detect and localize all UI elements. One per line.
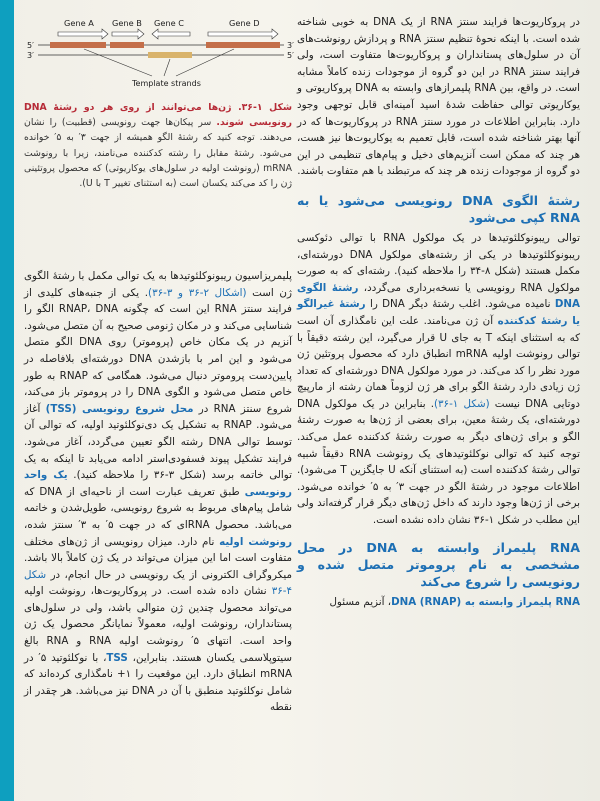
term-template-strand: رشتهٔ الگوی DNA xyxy=(297,281,580,311)
gene-b-box xyxy=(110,42,144,48)
gene-a-arrow xyxy=(58,29,108,39)
strand-bottom-3-label: 3′ xyxy=(27,51,34,60)
gene-c-arrow xyxy=(152,29,190,39)
gene-d-label: Gene D xyxy=(229,18,260,28)
term-coding-strand: رشتهٔ غیرالگو یا رشتهٔ کدکننده xyxy=(297,298,581,327)
template-para-part-a: توالی ریبونوکلئوتیدها در یک مولکول RNA با توالی دئوکسی ریبونوکلئوتیدها در یکی از رشته‌های مولکول DNA دورشته‌ای، مکمل هستند (شکل ۸-۳۴ را ملاحظه کنید). رشته‌ای که به صورت مولکول RNA رونویسی یا نسخه‌برداری می‌گردد، xyxy=(297,231,581,294)
figures-reference-link[interactable]: (اشکال ۲-۳۶ و ۳-۳۶) xyxy=(148,286,247,299)
strand-top-5-label: 5′ xyxy=(27,41,34,50)
caption-title: شکل ۱-۳۶. ژن‌ها می‌توانند از روی هر دو رشتهٔ DNA رونویسی شوند. xyxy=(24,102,292,129)
gene-strands-figure xyxy=(24,14,299,98)
gene-b-arrow xyxy=(112,29,144,39)
template-para-part-b: نامیده می‌شود. اغلب رشتهٔ دیگر DNA را xyxy=(369,298,551,311)
figure-caption xyxy=(24,100,292,191)
left-para-part-4: طبق تعریف عبارت است از ناحیه‌ای از DNA که شامل پیام‌های مربوط به شروع رونویسی، طویل‌شدن و خاتمه می‌باشد. محصول RNAای که در جهت ۵′ به ۳′ سنتز شده، xyxy=(24,485,292,531)
left-para-part-3: آغاز می‌شود. RNAP به تشکیل یک دی‌نوکلئوتید اولیه، که توالی آن توسط توالی DNA رشته الگو تعیین می‌گردد، آغاز می‌شود. فرایند تشکیل پیوند فسفودی‌استر ادامه می‌یابد تا اینکه به یک توالی خاتمه برسد (شکل ۳-۳۶ را ملاحظه کنید). xyxy=(24,402,292,482)
polymerization-paragraph xyxy=(24,268,292,716)
gene-a-box xyxy=(50,42,106,48)
template-pointer-1 xyxy=(84,49,152,76)
rnap-paragraph xyxy=(297,594,580,611)
left-para-part-2: . یکی از جنبه‌های کلیدی از فرایند سنتز RNA این است که چگونه RNAP، DNA الگو را شناسایی می‌کند و در مکان ژنومی صحیح به آن متصل می‌شود. آنزیم در یک مکان خاص (پروموتر) روی DNA الگو متصل می‌شود و این امر با بازشدن DNA دورشته‌ای بلافاصله در پایین‌دست پروموتر دنبال می‌شود. همگامی که RNAP به طور خاص متصل می‌شود و الگوی DNA را در پروموتر باز می‌کند، شروع سنتز RNA در xyxy=(24,286,293,415)
caption-body: سر پیکان‌ها جهت رونویسی (قطبیت) را نشان می‌دهند. توجه کنید که رشتهٔ الگو همیشه از جهت ۳′ به ۵′ خوانده می‌شود. رشتهٔ مقابل را رشته کدکننده می‌نامند، زیرا با رونوشت mRNA (رونوشت اولیه در سلول‌های یوکاریوتی) که محصول پروتئینی ژن را کد می‌کند یکسان است (به استثنای تغییر T با U). xyxy=(24,117,292,190)
section-heading-rna-polymerase: RNA پلیمراز وابسته به DNA در محل مشخصی به نام پروموتر متصل شده و رونویسی را شروع می‌کند xyxy=(297,539,580,589)
figure-4-reference-link[interactable]: شکل ۴-۳۶ xyxy=(24,568,292,598)
template-para-part-d: . بنابراین در یک مولکول DNA دورشته‌ای، یک رشتهٔ معین، برای بعضی از ژن‌ها به صورت رشتهٔ الگو و برای ژن‌های دیگر به صورت رشتهٔ کدکننده عمل می‌کند. توجه کنید که توالی نوکلئوتیدهای یک رونوشت RNA دقیقاً شبیه توالی رشتهٔ کدکننده است (به استثنای آنکه U جایگزین T می‌شود). اطلاعات موجود در رشتهٔ الگو در جهت ۳′ به ۵′ خوانده می‌شود. برخی از ژن‌ها وجود دارند که داخل ژن‌های دیگر قرار گرفته‌اند ولی این مطلب در شکل ۱-۳۶ نشان داده نشده است. xyxy=(297,397,580,527)
right-column xyxy=(297,14,580,610)
gene-c-label: Gene C xyxy=(154,18,184,28)
template-strands-label: Template strands xyxy=(132,79,201,88)
template-para-part-c: آن ژن می‌نامند. علت این نامگذاری آن است که به استثنای اینکه T به جای U قرار می‌گیرد، این رشته دقیقاً با توالی رونوشت اولیه mRNA انطباق دارد که محصول پروتئین ژن مورد نظر را کد می‌کند. در مورد مولکول DNA دورشته‌ای که تعداد ژن زیادی دارد رشتهٔ الگو برای هر ژن لزوماً همان رشته از مارپیچ دوتایی DNA نیست xyxy=(297,314,581,410)
figure-reference-link[interactable]: (شکل ۱-۳۶) xyxy=(433,397,490,410)
rnap-para-text: ، آنزیم مسئول xyxy=(329,595,392,608)
term-transcription-start-site: محل شروع رونویسی (TSS) xyxy=(45,402,194,415)
intro-paragraph: در پروکاریوت‌ها فرایند سنتز RNA از یک DNA به خوبی شناخته شده است. با اینکه نحوهٔ تنظیم سنتز RNA و پردازش رونوشت‌های آن در سلول‌های پستانداران و پروکاریوت‌ها متفاوت است، ولی فرایند سنتز RNA در این دو گروه از موجودات زنده کاملاً مشابه است. در واقع، بین RNA پلیمرازهای وابسته به DNA پروکاریوتی و یوکاریوتی توالی حفاظت شدهٔ اسید آمینه‌ای قابل توجهی وجود دارد. بنابراین اطلاعات در مورد سنتز RNA در پروکاریوت‌ها که در آنها بهتر شناخته شده است، قابل تعمیم به یوکاریوت‌ها نیز هست، هر چند که ممکن است آنزیم‌های دخیل و پیام‌های تنظیمی در این دو گروه از موجودات زنده هر چند که مرتبطند با هم متفاوت باشند. xyxy=(297,16,580,178)
gene-d-box xyxy=(206,42,280,48)
template-pointer-2 xyxy=(164,59,170,76)
template-strand-paragraph xyxy=(297,230,580,529)
term-tss-short: TSS xyxy=(106,651,128,664)
left-column xyxy=(24,268,292,716)
section-heading-template-strand: رشتهٔ الگوی DNA رونویسی می‌شود یا به RNA کپی می‌شود xyxy=(297,192,580,225)
term-primary-transcript: رونوشت اولیه xyxy=(219,535,292,548)
left-para-part-5: نام دارد. میزان رونویسی از ژن‌های مختلف متفاوت است اما این میزان می‌تواند در یک ژن کاملاً بالا باشد. میکروگراف الکترونی از یک رونویسی در حال انجام، در xyxy=(24,535,292,581)
color-margin-strip xyxy=(0,0,14,801)
gene-a-label: Gene A xyxy=(64,18,94,28)
gene-c-box xyxy=(148,52,192,58)
left-para-part-7: ، با نوکلئوتید ۵′ در mRNA انطباق دارد. این موقعیت را ۱+ نامگذاری کرده‌اند که شامل نوکلئوتید منطبق با آن در DNA نیز می‌باشد. هر چقدر از نقطه xyxy=(24,651,293,714)
left-para-part-1: پلیمریزاسیون ریبونوکلئوتیدها به یک توالی مکمل با رشتهٔ الگوی ژن است xyxy=(24,270,292,299)
gene-b-label: Gene B xyxy=(112,18,142,28)
term-transcription-unit: یک واحد رونویسی xyxy=(24,469,292,498)
strand-bottom-5-right-label: 5′ xyxy=(287,51,294,60)
left-para-part-6: نشان داده شده است. در پروکاریوت‌ها، رونوشت اولیه می‌تواند محصول چندین ژن متوالی باشد، ولی در سلول‌های پستانداران، رونوشت اولیه، معمولاً نمایانگر محصول یک ژن واحد است. انتهای ۵′ رونوشت اولیه RNA و RNA بالغ سیتوپلاسمی یکسان هستند. بنابراین، xyxy=(24,585,292,664)
term-rnap: RNA پلیمراز وابسته به DNA (RNAP) xyxy=(391,595,580,608)
gene-d-arrow xyxy=(208,29,278,39)
strand-top-3-right-label: 3′ xyxy=(287,41,294,50)
